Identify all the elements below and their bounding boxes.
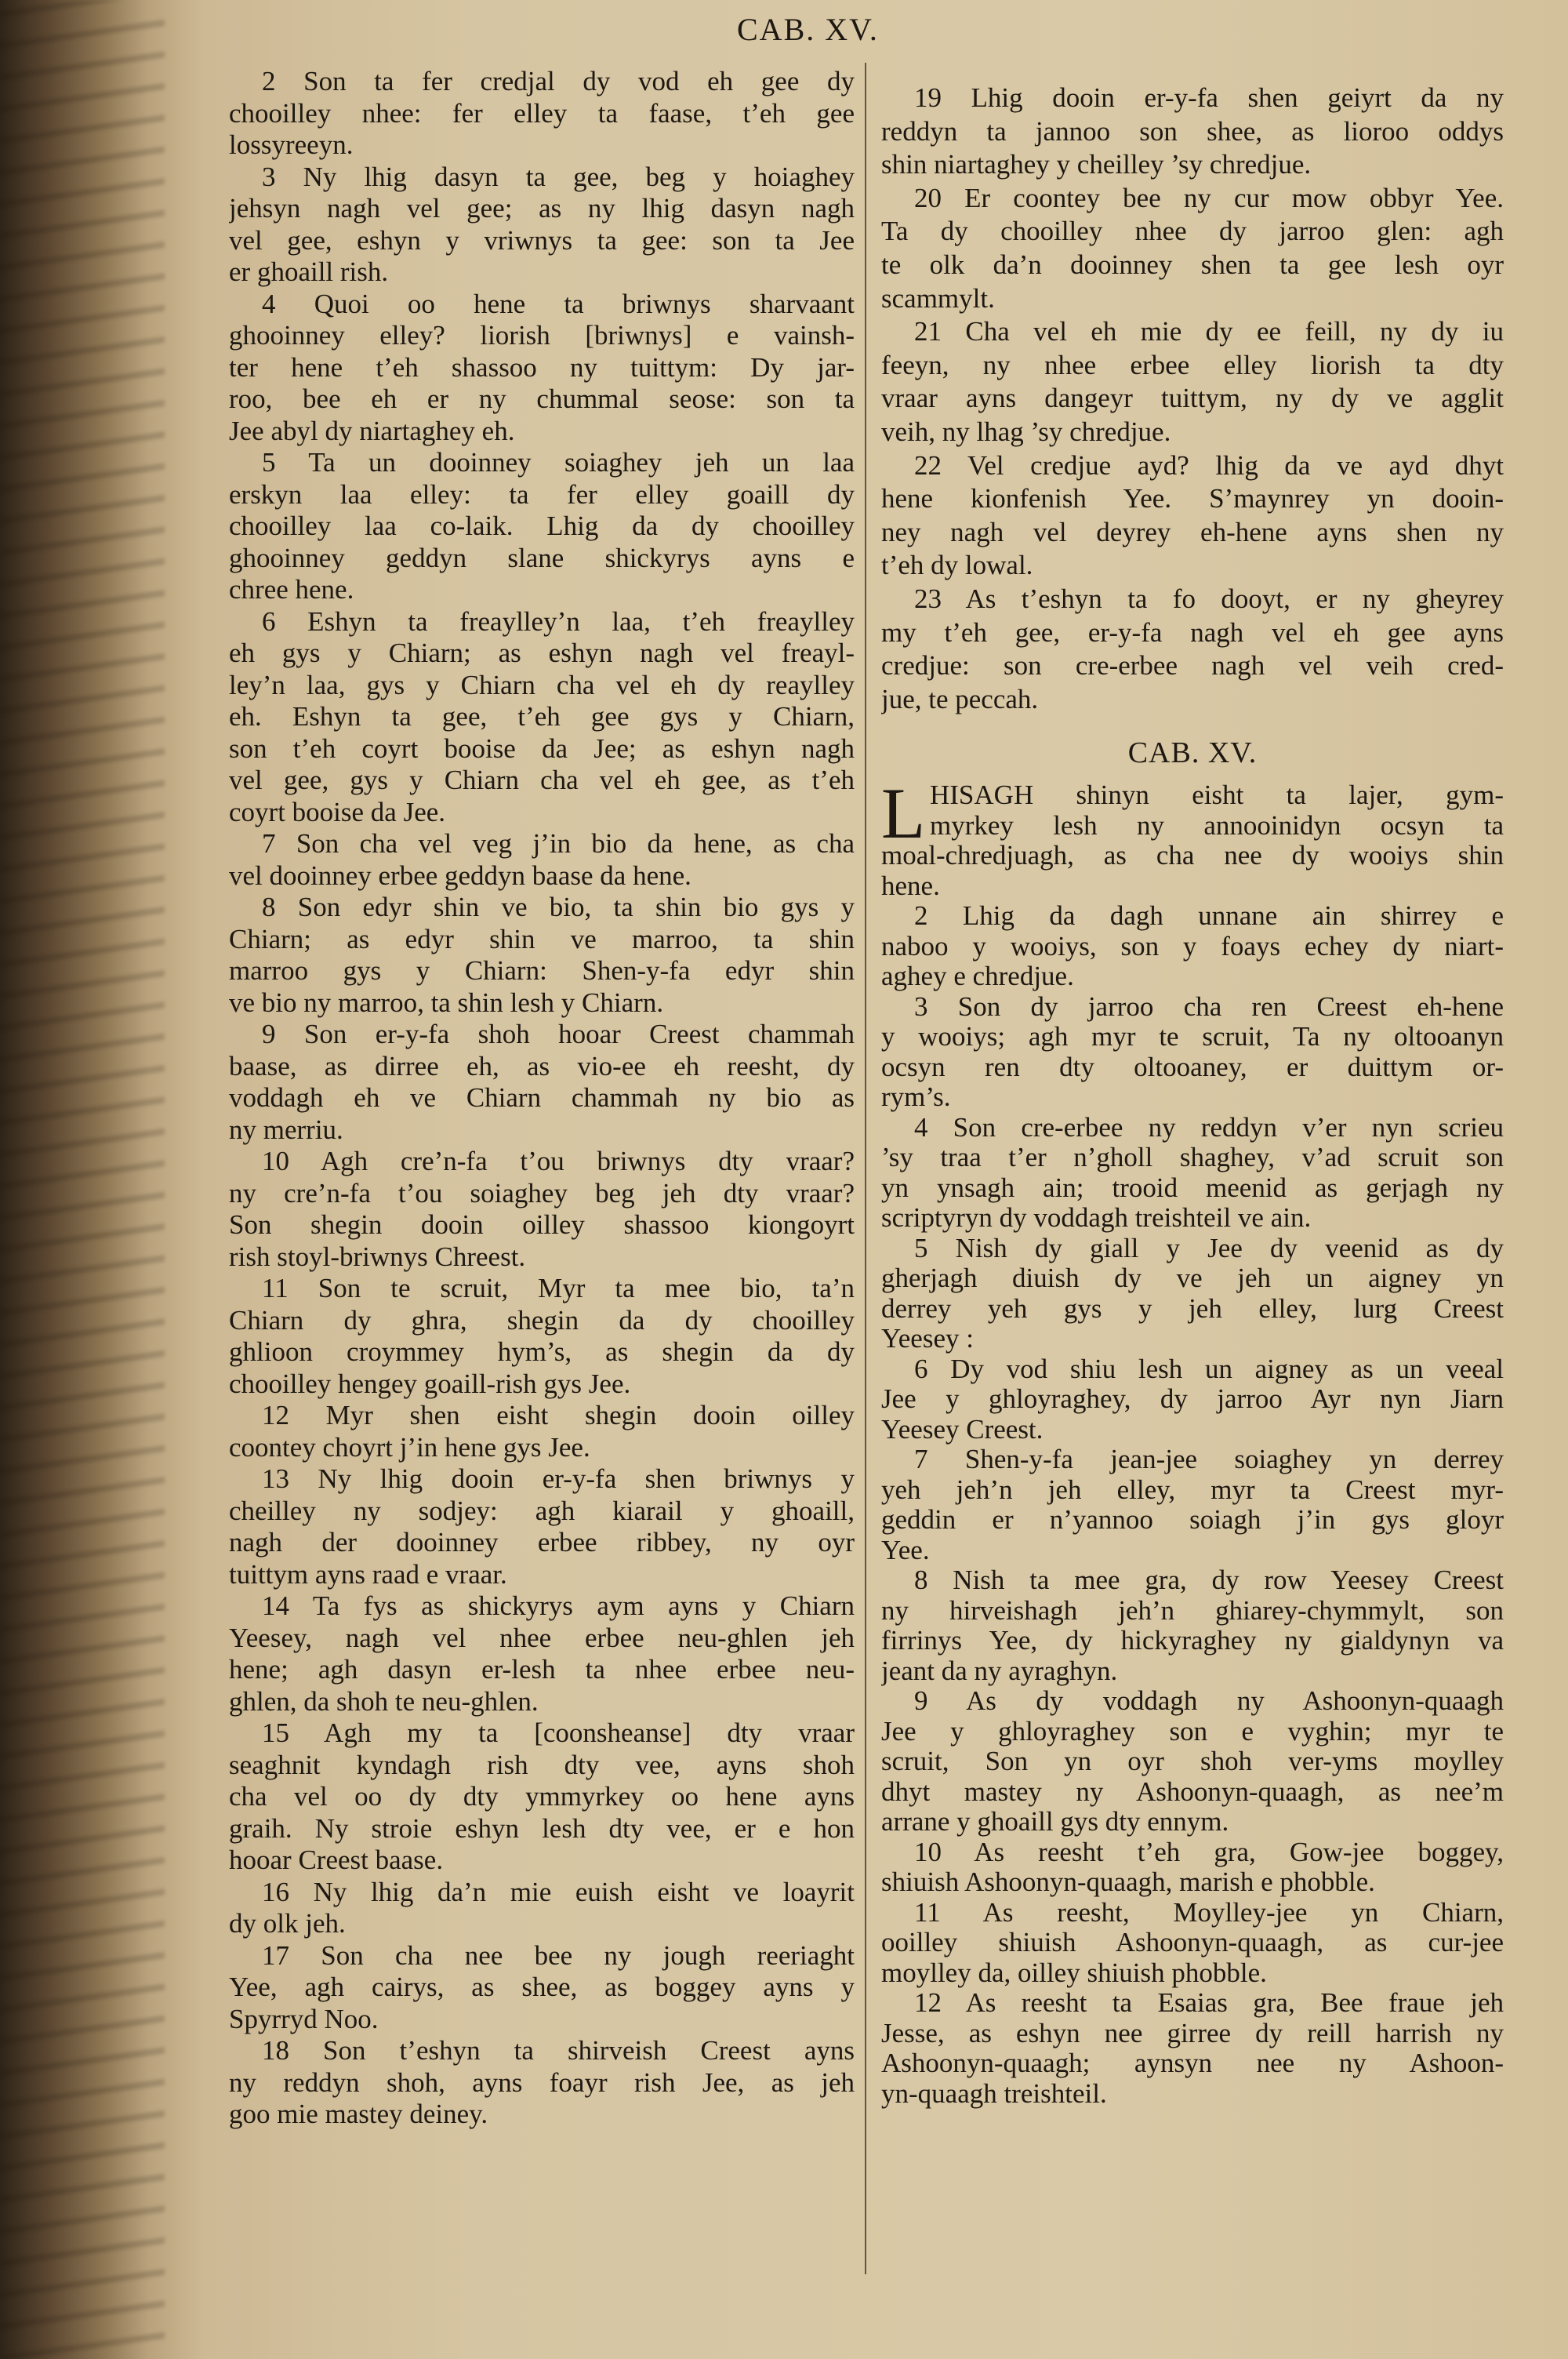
chapter-heading: CAB. XV. (1127, 736, 1258, 770)
verse-paragraph (881, 773, 1504, 901)
text-line: 7 Son cha vel veg j’in bio da hene, as cha (262, 828, 855, 859)
text-line: scammylt. (881, 282, 995, 314)
running-header: CAB. XV. (737, 12, 879, 47)
verse-paragraph (229, 828, 855, 892)
text-line: Jee abyl dy niartaghey eh. (229, 415, 515, 446)
text-line: er ghoaill rish. (229, 256, 389, 287)
verse-paragraph (881, 583, 1504, 716)
text-line: 12 Myr shen eisht shegin dooin oilley (262, 1400, 855, 1430)
text-line: moal-chredjuagh, as cha nee dy wooiys shin (881, 841, 1504, 871)
text-line: Jee y ghloyraghey, dy jarroo Ayr nyn Jiarn (881, 1384, 1504, 1415)
text-line: chooilley nhee: fer elley ta faase, t’eh gee (229, 97, 855, 129)
text-line: shiuish Ashoonyn-quaagh, marish e phobble. (881, 1867, 1375, 1898)
text-line: 14 Ta fys as shickyrys aym ayns y Chiarn (262, 1590, 855, 1621)
text-line: 8 Son edyr shin ve bio, ta shin bio gys y (262, 892, 855, 922)
text-line: roo, bee eh er ny chummal seose: son ta (229, 383, 855, 414)
text-line: 4 Quoi oo hene ta briwnys sharvaant (262, 288, 855, 319)
verse-paragraph (881, 1988, 1504, 2109)
verse-paragraph (229, 1146, 855, 1273)
text-line: credjue: son cre-erbee nagh vel veih cred- (881, 650, 1504, 682)
text-line: y wooiys; agh myr te scruit, Ta ny oltooanyn (881, 1022, 1504, 1052)
text-line: 10 Agh cre’n-fa t’ou briwnys dty vraar? (262, 1146, 855, 1176)
text-line: 12 As reesht ta Esaias gra, Bee fraue jeh (914, 1988, 1504, 2019)
text-line: hooar Creest baase. (229, 1845, 444, 1875)
text-line: Yee. (881, 1535, 930, 1565)
text-line: Ashoonyn-quaagh; aynsyn nee ny Ashoon- (881, 2048, 1504, 2079)
text-line: chooilley hengey goaill-rish gys Jee. (229, 1368, 631, 1399)
text-line: ’sy traa t’er n’gholl shaghey, v’ad scruit son (881, 1143, 1504, 1173)
verse-paragraph (881, 182, 1504, 315)
column-divider (865, 63, 866, 2274)
verse-paragraph (229, 1940, 855, 2036)
text-line: cha vel oo dy dty ymmyrkey oo hene ayns (229, 1781, 855, 1812)
text-line: Ta dy chooilley nhee dy jarroo glen: agh (881, 216, 1504, 247)
text-line: jeant da ny ayraghyn. (881, 1656, 1118, 1686)
verse-paragraph (229, 447, 855, 606)
text-line: scriptyryn dy voddagh treishteil ve ain. (881, 1203, 1312, 1234)
text-line: ghlen, da shoh te neu-ghlen. (229, 1685, 539, 1717)
text-line: 23 As t’eshyn ta fo dooyt, er ny gheyrey (914, 583, 1504, 614)
text-line: 19 Lhig dooin er-y-fa shen geiyrt da ny (914, 82, 1504, 113)
text-line: yn ynsagh ain; trooid meenid as gerjagh ny (881, 1172, 1504, 1203)
text-line: 7 Shen-y-fa jean-jee soiaghey yn derrey (914, 1445, 1504, 1475)
text-line: 11 As reesht, Moylley-jee yn Chiarn, (914, 1897, 1504, 1928)
text-line: arrane y ghoaill gys dty ennym. (881, 1807, 1229, 1837)
text-line: Yeesey, nagh vel nhee erbee neu-ghlen jeh (229, 1622, 855, 1653)
drop-cap: L (881, 773, 926, 854)
text-line: reddyn ta jannoo son shee, as lioroo oddys (881, 115, 1504, 147)
text-line: seaghnit kyndagh rish dty vee, ayns shoh (229, 1749, 855, 1780)
text-line: feeyn, ny nhee erbee elley liorish ta dty (881, 349, 1504, 380)
text-line: tuittym ayns raad e vraar. (229, 1558, 507, 1590)
text-line: 2 Son ta fer credjal dy vod eh gee dy (262, 66, 855, 96)
verse-paragraph (229, 162, 855, 289)
text-line: vel gee, gys y Chiarn cha vel eh gee, as t’eh (229, 765, 855, 795)
verse-paragraph (881, 1445, 1504, 1565)
text-line: Yeesey : (881, 1324, 974, 1354)
verse-paragraph (229, 66, 855, 162)
text-line: yeh jeh’n jeh elley, myr ta Creest myr- (881, 1474, 1504, 1505)
text-line: ghlioon croymmey hym’s, as shegin da dy (229, 1336, 855, 1367)
text-line: eh. Eshyn ta gee, t’eh gee gys y Chiarn, (229, 701, 855, 732)
text-line: nagh der dooinney erbee ribbey, ny oyr (229, 1527, 855, 1558)
text-line: jue, te peccah. (881, 683, 1039, 714)
text-line: firrinys Yee, dy hickyraghey ny gialdynyn va (881, 1626, 1504, 1656)
verse-paragraph (229, 1273, 855, 1400)
verse-paragraph (881, 1898, 1504, 1989)
right-column-top (881, 82, 1504, 716)
text-line: 11 Son te scruit, Myr ta mee bio, ta’n (262, 1273, 855, 1303)
text-line: chooilley laa co-laik. Lhig da dy chooilley (229, 511, 855, 541)
text-line: erskyn laa elley: ta fer elley goaill dy (229, 478, 855, 510)
text-line: yn-quaagh treishteil. (881, 2078, 1107, 2109)
text-line: naboo y wooiys, son y foays echey dy niart- (881, 931, 1504, 961)
text-line: Spyrryd Noo. (229, 2003, 379, 2034)
text-line: HISAGH shinyn eisht ta lajer, gym- (930, 780, 1504, 811)
text-line: hene kionfenish Yee. S’maynrey yn dooin- (881, 483, 1504, 514)
text-line: ny hirveishagh jeh’n ghiarey-chymmylt, son (881, 1595, 1504, 1626)
verse-paragraph (881, 1837, 1504, 1898)
text-line: geddin er n’yannoo soiagh j’in gys gloyr (881, 1505, 1504, 1536)
text-line: moylley da, oilley shiuish phobble. (881, 1957, 1267, 1988)
text-line: vel gee, eshyn y vriwnys ta gee: son ta Jee (229, 224, 855, 256)
text-line: 9 Son er-y-fa shoh hooar Creest chammah (262, 1019, 855, 1049)
text-line: 17 Son cha nee bee ny jough reeriaght (262, 1939, 855, 1971)
text-line: ve bio ny marroo, ta shin lesh y Chiarn. (229, 987, 664, 1018)
right-column (881, 82, 1504, 2109)
verse-paragraph (229, 1590, 855, 1717)
text-line: 2 Lhig da dagh unnane ain shirrey e (914, 901, 1504, 932)
text-line: 16 Ny lhig da’n mie euish eisht ve loayrit (262, 1876, 855, 1907)
text-line: 22 Vel credjue ayd? lhig da ve ayd dhyt (914, 449, 1504, 481)
verse-paragraph (229, 892, 855, 1019)
text-line: 20 Er coontey bee ny cur mow obbyr Yee. (914, 182, 1504, 213)
text-line: te olk da’n dooinney shen ta gee lesh oyr (881, 249, 1504, 280)
text-line: rish stoyl-briwnys Chreest. (229, 1241, 526, 1272)
text-line: jehsyn nagh vel gee; as ny lhig dasyn nagh (229, 193, 855, 224)
text-line: rym’s. (881, 1082, 951, 1113)
verse-paragraph (229, 1019, 855, 1146)
text-line: ny merriu. (229, 1114, 343, 1145)
text-line: ny cre’n-fa t’ou soiaghey beg jeh dty vraar? (229, 1177, 855, 1209)
text-line: Yeesey Creest. (881, 1414, 1044, 1445)
right-column-bottom (881, 773, 1504, 2109)
left-column-body (229, 66, 855, 2131)
verse-paragraph (229, 606, 855, 829)
text-line: lossyreeyn. (229, 129, 354, 160)
text-line: goo mie mastey deiney. (229, 2099, 488, 2129)
text-line: vel dooinney erbee geddyn baase da hene. (229, 860, 691, 891)
verse-paragraph (881, 992, 1504, 1113)
text-line: 6 Dy vod shiu lesh un aigney as un veeal (914, 1354, 1504, 1384)
text-line: ooilley shiuish Ashoonyn-quaagh, as cur-jee (881, 1928, 1504, 1958)
text-line: chree hene. (229, 574, 354, 605)
verse-paragraph (229, 1717, 855, 1877)
text-line: 10 As reesht t’eh gra, Gow-jee boggey, (914, 1837, 1504, 1867)
book-gutter-shadow (0, 0, 165, 2359)
verse-paragraph (881, 1234, 1504, 1354)
text-line: veih, ny lhag ’sy chredjue. (881, 416, 1171, 447)
text-line: cheilley ny sodjey: agh kiarail y ghoaill, (229, 1495, 855, 1526)
text-line: aghey e chredjue. (881, 961, 1074, 992)
text-line: 15 Agh my ta [coonsheanse] dty vraar (262, 1717, 855, 1748)
text-line: 18 Son t’eshyn ta shirveish Creest ayns (262, 2035, 855, 2066)
text-line: voddagh eh ve Chiarn chammah ny bio as (229, 1082, 855, 1113)
text-line: 8 Nish ta mee gra, dy row Yeesey Creest (914, 1565, 1504, 1596)
text-line: dy olk jeh. (229, 1908, 346, 1939)
verse-paragraph (229, 1877, 855, 1940)
text-line: graih. Ny stroie eshyn lesh dty vee, er e hon (229, 1812, 855, 1844)
text-line: shin niartaghey y cheilley ’sy chredjue. (881, 149, 1312, 180)
text-line: baase, as dirree eh, as vio-ee eh reesht, dy (229, 1050, 855, 1081)
verse-paragraph (881, 1686, 1504, 1837)
verse-paragraph (881, 1565, 1504, 1686)
text-line: ghooinney geddyn slane shickyrys ayns e (229, 542, 855, 573)
verse-paragraph (881, 315, 1504, 449)
text-line: vraar ayns dangeyr tuittym, ny dy ve agglit (881, 383, 1504, 414)
text-line: ney nagh vel deyrey eh-hene ayns shen ny (881, 516, 1504, 547)
verse-paragraph (229, 289, 855, 448)
text-line: 3 Son dy jarroo cha ren Creest eh-hene (914, 991, 1504, 1022)
text-line: dhyt mastey ny Ashoonyn-quaagh, as nee’m (881, 1776, 1504, 1807)
text-line: gherjagh diuish dy ve jeh un aigney yn (881, 1263, 1504, 1294)
text-line: 6 Eshyn ta freaylley’n laa, t’eh freaylley (262, 605, 855, 637)
text-line: 4 Son cre-erbee ny reddyn v’er nyn scrieu (914, 1112, 1504, 1143)
text-line: 9 As dy voddagh ny Ashoonyn-quaagh (914, 1686, 1504, 1717)
text-line: 13 Ny lhig dooin er-y-fa shen briwnys y (262, 1463, 855, 1494)
text-line: derrey yeh gys y jeh elley, lurg Creest (881, 1293, 1504, 1324)
text-line: Son shegin dooin oilley shassoo kiongoyrt (229, 1209, 855, 1240)
text-line: t’eh dy lowal. (881, 550, 1033, 581)
text-line: Jee y ghloyraghey son e vyghin; myr te (881, 1716, 1504, 1747)
text-line: coyrt booise da Jee. (229, 796, 446, 827)
text-line: marroo gys y Chiarn: Shen-y-fa edyr shin (229, 955, 855, 986)
text-line: ny reddyn shoh, ayns foayr rish Jee, as jeh (229, 2066, 855, 2098)
verse-paragraph (881, 1354, 1504, 1445)
text-line: 3 Ny lhig dasyn ta gee, beg y hoiaghey (262, 161, 855, 192)
text-line: myrkey lesh ny annooinidyn ocsyn ta (930, 810, 1504, 841)
verse-paragraph (881, 449, 1504, 583)
text-line: coontey choyrt j’in hene gys Jee. (229, 1431, 590, 1463)
verse-paragraph (881, 82, 1504, 182)
text-line: ocsyn ren dty oltooaney, er duittym or- (881, 1052, 1504, 1082)
text-line: ghooinney elley? liorish [briwnys] e vainsh- (229, 320, 855, 351)
verse-paragraph (881, 901, 1504, 992)
verse-paragraph (229, 1400, 855, 1463)
text-line: ter hene t’eh shassoo ny tuittym: Dy jar- (229, 351, 855, 383)
text-line: 5 Ta un dooinney soiaghey jeh un laa (262, 447, 855, 478)
text-line: hene; agh dasyn er-lesh ta nhee erbee neu- (229, 1654, 855, 1685)
text-line: Chiarn; as edyr shin ve marroo, ta shin (229, 923, 855, 954)
text-line: Jesse, as eshyn nee girree dy reill harrish ny (881, 2018, 1504, 2048)
text-line: Chiarn dy ghra, shegin da dy chooilley (229, 1304, 855, 1336)
text-line: son t’eh coyrt booise da Jee; as eshyn nagh (229, 732, 855, 764)
text-line: scruit, Son yn oyr shoh ver-yms moylley (881, 1747, 1504, 1777)
text-line: eh gys y Chiarn; as eshyn nagh vel freayl- (229, 638, 855, 668)
text-line: ley’n laa, gys y Chiarn cha vel eh dy reaylley (229, 669, 855, 700)
verse-paragraph (881, 1113, 1504, 1234)
text-line: Yee, agh cairys, as shee, as boggey ayns y (229, 1972, 855, 2002)
text-line: my t’eh gee, er-y-fa nagh vel eh gee ayns (881, 616, 1504, 648)
left-column (229, 66, 855, 2131)
verse-paragraph (229, 2035, 855, 2131)
text-line: 21 Cha vel eh mie dy ee feill, ny dy iu (914, 316, 1504, 347)
verse-paragraph (229, 1463, 855, 1590)
text-line: 5 Nish dy giall y Jee dy veenid as dy (914, 1233, 1504, 1263)
text-line: hene. (881, 871, 940, 901)
